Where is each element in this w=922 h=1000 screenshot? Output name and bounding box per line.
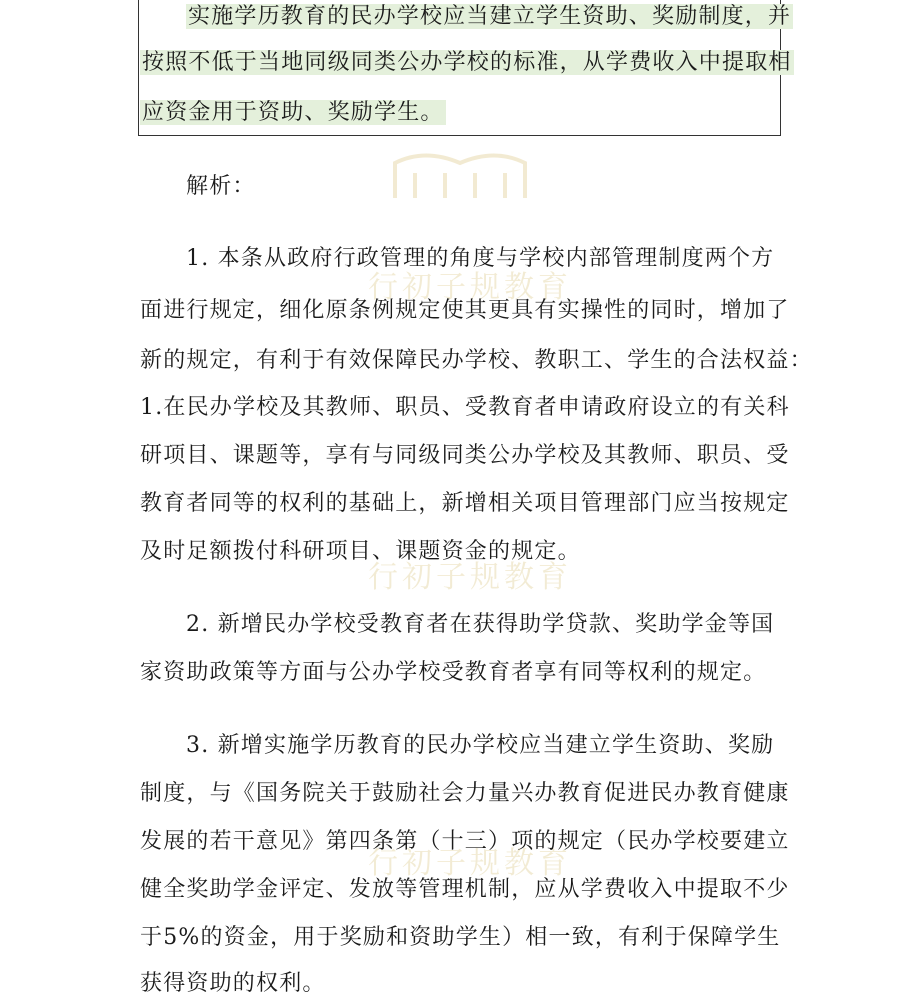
paragraph-line: 1.在民办学校及其教师、职员、受教育者申请政府设立的有关科 bbox=[140, 395, 790, 420]
box-line: 按照不低于当地同级同类公办学校的标准，从学费收入中提取相 bbox=[142, 50, 792, 75]
paragraph-line: 制度，与《国务院关于鼓励社会力量兴办教育促进民办教育健康 bbox=[140, 781, 790, 806]
paragraph-line: 健全奖助学金评定、发放等管理机制，应从学费收入中提取不少 bbox=[140, 877, 790, 902]
paragraph-line: 3. 新增实施学历教育的民办学校应当建立学生资助、奖励 bbox=[186, 733, 775, 758]
paragraph-line: 及时足额拨付科研项目、课题资金的规定。 bbox=[140, 539, 581, 564]
paragraph-line: 于5%的资金，用于奖励和资助学生）相一致，有利于保障学生 bbox=[140, 925, 781, 950]
paragraph-line: 面进行规定，细化原条例规定使其更具有实操性的同时，增加了 bbox=[140, 298, 790, 323]
paragraph-line: 新的规定，有利于有效保障民办学校、教职工、学生的合法权益： bbox=[140, 348, 813, 373]
box-line: 实施学历教育的民办学校应当建立学生资助、奖励制度，并 bbox=[188, 4, 792, 29]
paragraph-line: 2. 新增民办学校受教育者在获得助学贷款、奖助学金等国 bbox=[186, 612, 775, 637]
box-line: 应资金用于资助、奖励学生。 bbox=[142, 100, 444, 125]
watermark-logo-icon bbox=[385, 148, 535, 208]
paragraph-line: 教育者同等的权利的基础上，新增相关项目管理部门应当按规定 bbox=[140, 491, 790, 516]
watermark-text: 行初子规教育 bbox=[368, 846, 572, 881]
paragraph-line: 研项目、课题等，享有与同级同类公办学校及其教师、职员、受 bbox=[140, 443, 790, 468]
watermark-text: 行初子规教育 bbox=[368, 270, 572, 305]
paragraph-line: 发展的若干意见》第四条第（十三）项的规定（民办学校要建立 bbox=[140, 829, 790, 854]
watermark-text: 行初子规教育 bbox=[368, 560, 572, 595]
analysis-label: 解析： bbox=[186, 174, 256, 199]
paragraph-line: 获得资助的权利。 bbox=[140, 971, 326, 996]
paragraph-line: 家资助政策等方面与公办学校受教育者享有同等权利的规定。 bbox=[140, 660, 767, 685]
paragraph-line: 1. 本条从政府行政管理的角度与学校内部管理制度两个方 bbox=[186, 246, 775, 271]
